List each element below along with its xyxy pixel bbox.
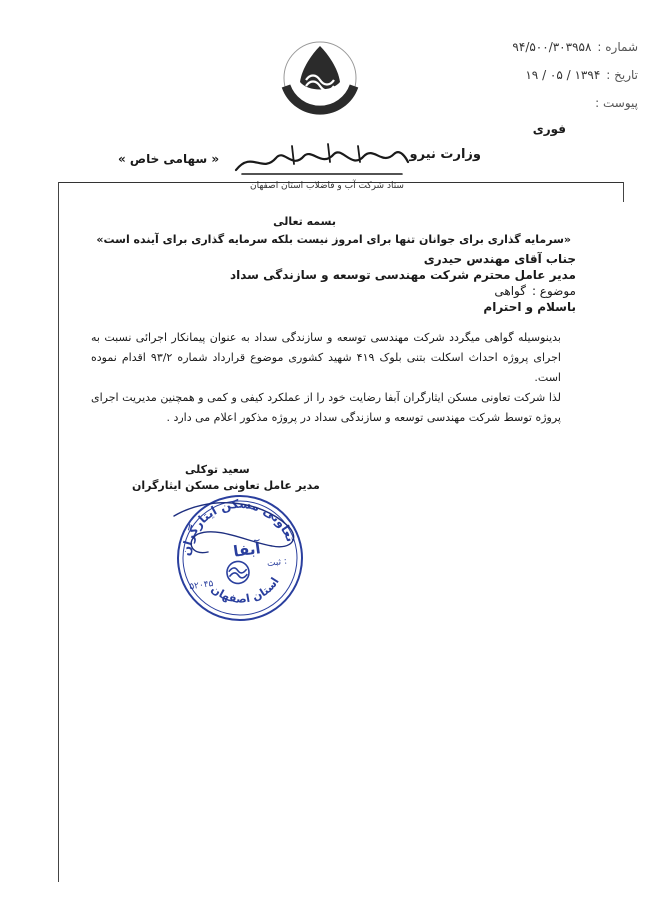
- signatory-name: سعید توکلی: [185, 463, 250, 476]
- body-paragraph-1: بدینوسیله گواهی میگردد شرکت مهندسی توسعه و سازندگی سداد به عنوان پیمانکار اجرائی نسبت به اجرای پروژه احداث اسکلت بتنی بلوک ۴۱۹ شهید کشوری موضوع قرارداد شماره ۹۳/۲ اقدام نموده است.: [91, 331, 561, 384]
- letter-date-row: [525, 68, 638, 82]
- priority-label: فوری: [532, 122, 566, 136]
- department-caption: ستاد شرکت آب و فاضلاب استان اصفهان: [250, 181, 404, 191]
- seal-reg-number: ۵۲۰۴۵: [188, 578, 215, 593]
- share-type-label: « سهامی خاص »: [118, 152, 220, 166]
- seal-center-text: آبفا: [232, 539, 262, 561]
- cooperative-seal: [168, 486, 313, 626]
- letter-attachment-row: [595, 96, 638, 110]
- frame-left-line: [58, 182, 59, 882]
- company-name-calligraphy: [232, 140, 412, 180]
- greeting: باسلام و احترام: [483, 300, 576, 314]
- date-value: ۱۳۹۴ / ۰۵ / ۱۹: [525, 68, 601, 82]
- frame-right-line: [623, 182, 624, 202]
- seal-bottom-text: استان اصفهان: [208, 575, 282, 606]
- signatory-title: مدیر عامل تعاونی مسکن ایثارگران: [132, 479, 320, 492]
- seal-emblem-icon: [226, 560, 251, 585]
- seal-reg-label: ثبت :: [266, 556, 288, 570]
- seal-ring-text: تعاونی مسکن ایثارگران: [178, 496, 298, 557]
- letter-heading: بسمه تعالی: [273, 215, 336, 228]
- frame-top-line: [58, 182, 624, 183]
- attachment-label: پیوست :: [595, 96, 638, 110]
- body-paragraph-2: لذا شرکت تعاونی مسکن ایثارگران آبفا رضایت خود را از عملکرد کیفی و کمی و همچنین مدیریت اجرای پروژه توسط شرکت مهندسی توسعه و سازندگی سداد در پروژه مذکور اعلام می دارد .: [91, 391, 561, 424]
- subject-line: [494, 284, 576, 298]
- recipient-position: مدیر عامل محترم شرکت مهندسی توسعه و سازندگی سداد: [229, 268, 576, 282]
- subject-label: موضوع :: [531, 284, 576, 298]
- number-value: ۹۴/۵۰۰/۳۰۳۹۵۸: [512, 40, 592, 54]
- ministry-label: وزارت نیرو: [409, 147, 481, 162]
- subject-value: گواهی: [494, 284, 526, 298]
- number-label: شماره :: [597, 40, 638, 54]
- date-label: تاریخ :: [606, 68, 638, 82]
- recipient-name: جناب آقای مهندس حیدری: [423, 252, 576, 266]
- letter-number-row: [512, 40, 638, 54]
- letter-motto: «سرمایه گذاری برای جوانان تنها برای امروز نیست بلکه سرمایه گذاری برای آینده است»: [96, 233, 571, 246]
- company-logo: [272, 20, 368, 130]
